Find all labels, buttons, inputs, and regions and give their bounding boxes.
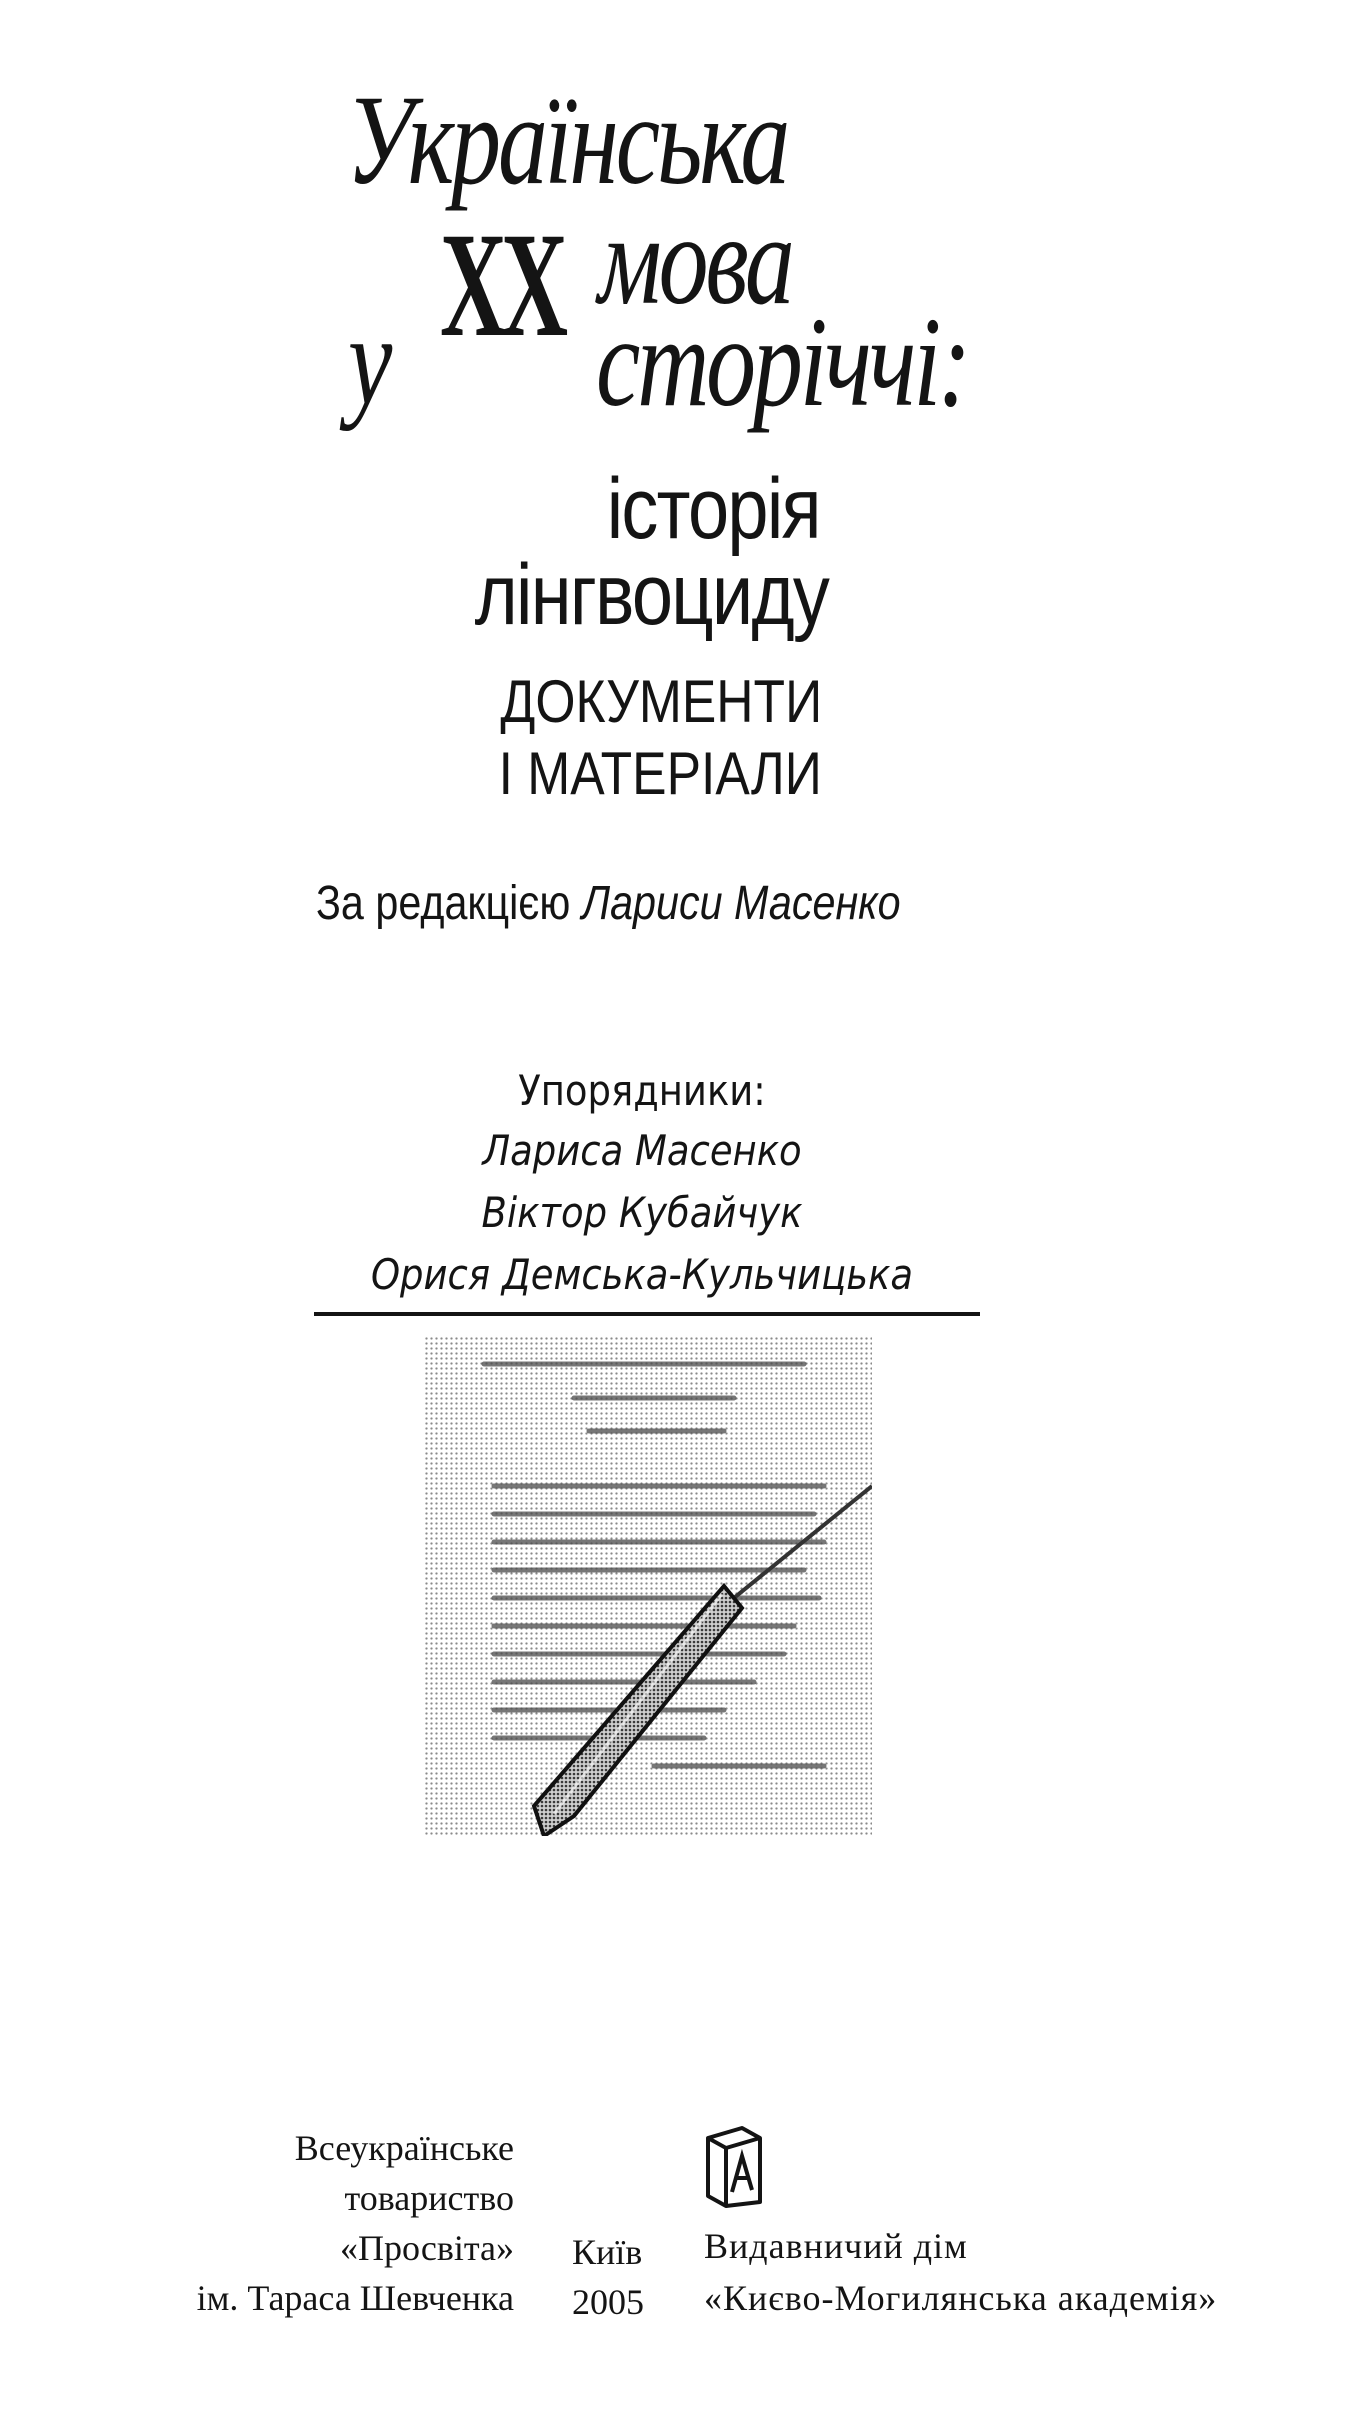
title-line-storichchi: сторіччі:: [596, 291, 969, 433]
compilers-label: Упорядники:: [518, 1066, 766, 1115]
editor-line: [316, 877, 901, 930]
title-xx: XX: [440, 202, 562, 368]
publisher-right-line2: «Києво-Могилянська академія»: [704, 2278, 1218, 2318]
editor-name: Лариси Масенко: [581, 877, 901, 930]
publisher-left-line1: Всеукраїнське: [294, 2128, 514, 2168]
title-line-u: у: [348, 289, 390, 431]
publisher-left-line2: товариство: [344, 2178, 514, 2218]
subtitle-line-istoriia: історія: [606, 461, 820, 557]
doc-type-line2: І МАТЕРІАЛИ: [498, 740, 822, 807]
divider-rule: [314, 1312, 980, 1316]
subtitle-line-linhvotsydu: лінгвоциду: [474, 547, 828, 643]
title-line-mova: мова: [598, 189, 792, 331]
compiler-name-1: Лариса Масенко: [482, 1126, 802, 1175]
document-with-pen-image: [424, 1336, 872, 1836]
editor-prefix: За редакцією: [316, 877, 571, 930]
compiler-name-2: Віктор Кубайчук: [481, 1188, 803, 1237]
publisher-right-line1: Видавничий дім: [704, 2226, 968, 2266]
year: 2005: [572, 2282, 644, 2322]
book-logo-icon: [702, 2124, 766, 2208]
doc-type-line1: ДОКУМЕНТИ: [500, 668, 822, 735]
compiler-name-3: Орися Демська-Кульчицька: [370, 1250, 914, 1299]
city: Київ: [572, 2232, 643, 2272]
publisher-left-line4: ім. Тараса Шевченка: [196, 2278, 514, 2318]
publisher-left-line3: «Просвіта»: [339, 2228, 514, 2268]
title-line-ukrainska: Українська: [346, 69, 788, 211]
